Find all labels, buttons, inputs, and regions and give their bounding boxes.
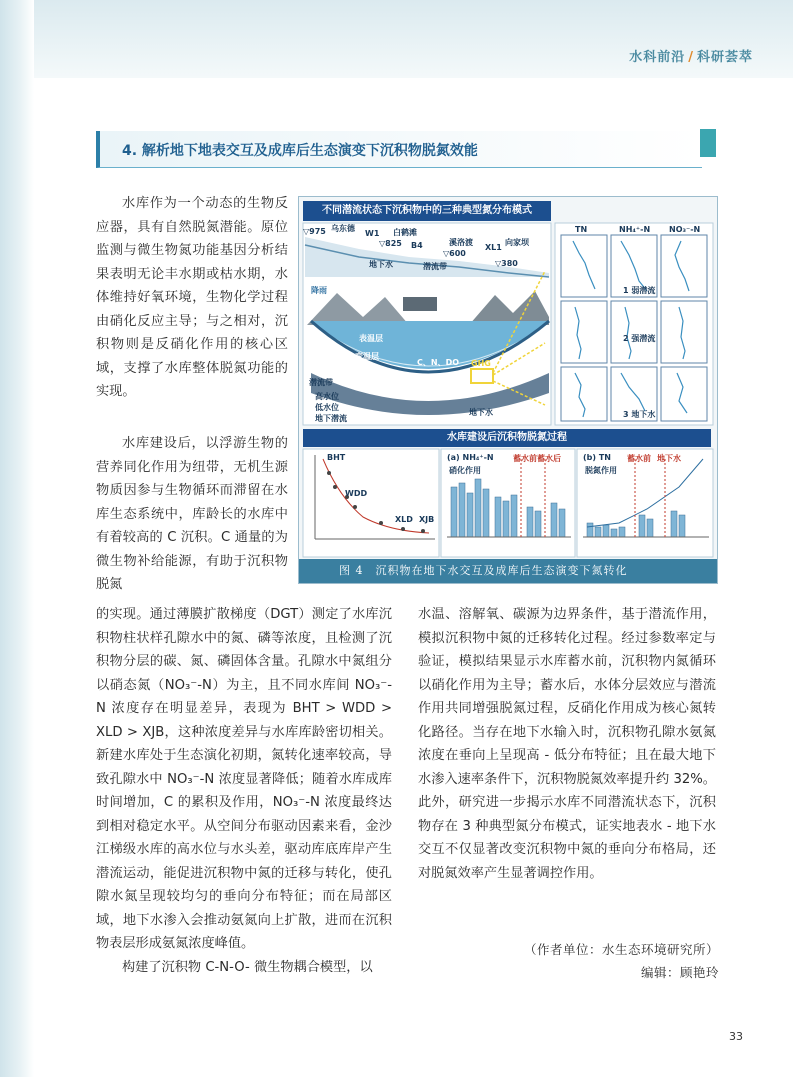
chart-label-bht: BHT (327, 453, 346, 462)
paragraph-2: 水库建设后，以浮游生物的营养同化作用为纽带，无机生源物质因参与生物循环而滞留在水库生态系统中，库龄长的水库中有着较高的 C 沉积。C 通量的为微生物补给能源，有助于沉积物脱氮 (96, 436, 288, 592)
label-before-a: 蓄水前 (513, 454, 537, 463)
label-baihetan: 白鹤滩 (393, 228, 417, 237)
label-nh4: NH₄⁺-N (619, 225, 651, 234)
label-mode-3: 3 地下水 (623, 410, 656, 419)
paragraph-1: 水库作为一个动态的生物反应器，具有自然脱氮潜能。原位监测与微生物氮功能基因分析结果表明无论丰水期或枯水期，水体维持好氧环境，生物化学过程由硝化反应主导；与之相对，沉积物则是反硝化作用的核心区域，支撑了水库整体脱氮功能的实现。 (96, 196, 288, 399)
paragraph-3: 的实现。通过薄膜扩散梯度（DGT）测定了水库沉积物柱状样孔隙水中的氮、磷等浓度，且检测了沉积物分层的碳、氮、磷固体含量。孔隙水中氮组分以硝态氮（NO₃⁻-N）为主，且不同水库间 NO₃⁻-N 浓度存在明显差异，表现为 BHT > WDD > XLD > XJB，这种浓度差异与水库库龄密切相关。新建水库处于生态演化初期，氮转化速率较高，导致孔隙水中 NO₃⁻-N 浓度显著降低；随着水库成库时间增加，C 的累积及作用，NO₃⁻-N 浓度最终达到相对稳定水平。从空间分布驱动因素来看，金沙江梯级水库的高水位与水头差，驱动库底库岸产生潜流运动，能促进沉积物中氮的迁移与转化，使孔隙水氮呈现较均匀的垂向分布特征；而在局部区域，地下水渗入会推动氨氮向上扩散，进而在沉积物表层形成氨氮浓度峰值。 (96, 607, 392, 951)
label-xiluodu: 溪洛渡 (449, 238, 473, 247)
label-hypolimnion: 滞温层 (357, 366, 381, 375)
label-w1: W1 (365, 229, 380, 238)
label-wudongde: 乌东德 (331, 224, 355, 233)
running-head-part2: 科研荟萃 (696, 50, 753, 65)
label-hyporheic-top: 潜流带 (423, 262, 447, 271)
left-edge-decoration (0, 0, 34, 1077)
figure-4 (298, 196, 718, 584)
chart-label-xld: XLD (395, 515, 413, 524)
legend-low-level: 低水位 (315, 403, 339, 412)
figure-illustration (299, 197, 717, 583)
figure-header-bottom: 水库建设后沉积物脱氮过程 (303, 429, 711, 447)
label-metalimnion: 变温层 (355, 352, 379, 361)
label-groundwater-top: 地下水 (369, 260, 393, 269)
section-title: 4. 解析地下地表交互及成库后生态演变下沉积物脱氮效能 (122, 143, 478, 159)
label-no3: NO₃⁻-N (669, 225, 701, 234)
figure-caption-text: 图 4 沉积物在地下水交互及成库后生态演变下氮转化 (339, 564, 628, 577)
label-before-b: 蓄水前 (627, 454, 651, 463)
label-gw-b: 地下水 (657, 454, 681, 463)
running-head (629, 46, 753, 65)
label-z380: ▽380 (495, 259, 518, 268)
label-hyporheic-zone: 潜流带 (309, 378, 333, 387)
label-mode-2: 2 强潜流 (623, 334, 656, 343)
label-epilimnion: 表温层 (359, 334, 383, 343)
label-xiangjiaba: 向家坝 (505, 238, 529, 247)
label-denitrification: 脱氮作用 (585, 466, 617, 475)
label-z825: ▽825 (379, 239, 402, 248)
figure-header-top: 不同潜流状态下沉积物中的三种典型氮分布模式 (303, 201, 551, 221)
label-rain: 降雨 (311, 286, 327, 295)
editor-credit: 编辑：顾艳玲 (640, 965, 719, 980)
legend-high-level: 高水位 (315, 392, 339, 401)
paragraph-4: 构建了沉积物 C-N-O- 微生物耦合模型，以 (122, 960, 373, 975)
section-corner-decoration (700, 129, 716, 157)
section-heading-bar (96, 131, 702, 168)
label-cndo: C、N、DO (417, 358, 460, 367)
label-z975: ▽975 (303, 227, 326, 236)
chart-label-xjb: XJB (419, 515, 435, 524)
paragraph-5: 水温、溶解氧、碳源为边界条件，基于潜流作用，模拟沉积物中氮的迁移转化过程。经过参数率定与验证，模拟结果显示水库蓄水前，沉积物内氮循环以硝化作用为主导；蓄水后，水体分层效应与潜流作用共同增强脱氮过程，反硝化作用成为核心氮转化路径。当存在地下水输入时，沉积物孔隙水氨氮浓度在垂向上呈现高 - 低分布特征；且在最大地下水渗入速率条件下，沉积物脱氮效率提升约 32%。此外，研究进一步揭示水库不同潜流状态下，沉积物存在 3 种典型氮分布模式，证实地表水 - 地下水交互不仅显著改变沉积物中氮的垂向分布格局，还对脱氮效率产生显著调控作用。 (418, 607, 716, 881)
label-after-a: 蓄水后 (537, 454, 561, 463)
label-mode-1: 1 弱潜流 (623, 286, 656, 295)
panel-a-title: (a) NH₄⁺-N (447, 453, 494, 462)
label-z600: ▽600 (443, 249, 466, 258)
legend-gw-flow: 地下潜流 (315, 414, 347, 423)
label-b4: B4 (411, 241, 423, 250)
running-head-part1: 水科前沿 (629, 50, 686, 65)
chart-label-wdd: WDD (345, 489, 368, 498)
label-tn: TN (575, 225, 588, 234)
label-xl1: XL1 (485, 243, 502, 252)
label-nitrification: 硝化作用 (449, 466, 481, 475)
panel-b-title: (b) TN (583, 453, 611, 462)
author-unit: （作者单位：水生态环境研究所） (523, 942, 719, 957)
top-band (0, 0, 793, 78)
running-head-separator: / (688, 50, 694, 65)
page-number: 33 (729, 1030, 743, 1043)
label-groundwater-bottom: 地下水 (469, 408, 493, 417)
figure-caption (299, 559, 717, 583)
label-ghg: GHG (471, 359, 491, 368)
